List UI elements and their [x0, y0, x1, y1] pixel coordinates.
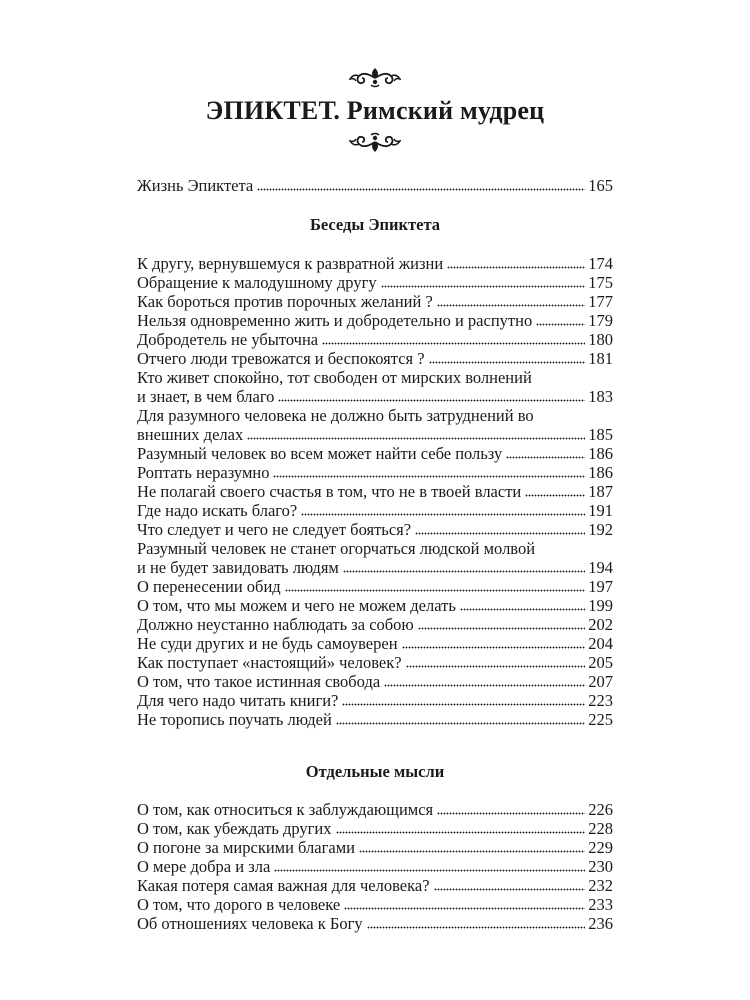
toc-entry[interactable] [137, 520, 613, 539]
toc-entry[interactable] [137, 444, 613, 463]
section-heading-separate-thoughts: Отдельные мысли [305, 762, 445, 781]
toc-entry[interactable] [137, 672, 613, 691]
toc-entry-page: 226 [588, 800, 613, 819]
toc-entry-title: О том, что такое истинная свобода [137, 672, 381, 691]
toc-entry-page: 183 [588, 387, 613, 406]
dot-leader [322, 342, 585, 345]
dot-leader [343, 570, 585, 573]
toc-intro [137, 176, 613, 195]
toc-entry-title: и знает, в чем благо [137, 387, 275, 406]
section-heading-conversations: Беседы Эпиктета [309, 215, 441, 234]
toc-entry-page: 197 [588, 577, 613, 596]
toc-entry-title: и не будет завидовать людям [137, 558, 339, 577]
toc-entry-title: Жизнь Эпиктета [137, 176, 254, 195]
toc-entry-title: Как бороться против порочных желаний ? [137, 292, 433, 311]
toc-entry[interactable] [137, 273, 613, 292]
toc-entry-page: 223 [588, 691, 613, 710]
dot-leader [406, 665, 586, 668]
dot-leader [274, 869, 585, 872]
toc-entry-title: О том, как убеждать других [137, 819, 332, 838]
toc-entry[interactable] [137, 895, 613, 914]
toc-entry[interactable] [137, 653, 613, 672]
toc-entry[interactable] [137, 292, 613, 311]
dot-leader [418, 627, 586, 630]
dot-leader [460, 608, 585, 611]
toc-entry-title: К другу, вернувшемуся к развратной жизни [137, 254, 444, 273]
dot-leader [384, 684, 585, 687]
toc-entry[interactable] [137, 691, 613, 710]
dot-leader [402, 646, 586, 649]
dot-leader [342, 703, 585, 706]
toc-entry-title: Обращение к малодушному другу [137, 273, 377, 292]
dot-leader [336, 722, 585, 725]
toc-entry[interactable] [137, 876, 613, 895]
toc-entry-title: внешних делах [137, 425, 244, 444]
toc-entry-page: 177 [588, 292, 613, 311]
toc-entry-page: 207 [588, 672, 613, 691]
toc-entry-page: 191 [588, 501, 613, 520]
dot-leader [336, 831, 586, 834]
toc-entry[interactable] [137, 176, 613, 195]
toc-entry-title: Не торопись поучать людей [137, 710, 332, 729]
toc-entry[interactable] [137, 596, 613, 615]
toc-entry[interactable] [137, 254, 613, 273]
toc-entry-title: О том, что мы можем и чего не можем делать [137, 596, 456, 615]
toc-entry[interactable] [137, 330, 613, 349]
toc-entry-page: 186 [588, 444, 613, 463]
toc-entry-title: Не суди других и не будь самоуверен [137, 634, 398, 653]
toc-entry-page: 199 [588, 596, 613, 615]
dot-leader [415, 532, 585, 535]
toc-entry-page: 230 [588, 857, 613, 876]
toc-entry-page: 185 [588, 425, 613, 444]
page-title: ЭПИКТЕТ. Римский мудрец [205, 96, 545, 125]
dot-leader [429, 361, 586, 364]
toc-entry-page: 187 [588, 482, 613, 501]
toc-entry-title: Что следует и чего не следует бояться? [137, 520, 412, 539]
toc-entry-title: Как поступает «настоящий» человек? [137, 653, 402, 672]
dot-leader [285, 589, 586, 592]
dot-leader [257, 188, 585, 191]
toc-entry[interactable] [137, 914, 613, 933]
toc-entry-title: Нельзя одновременно жить и добродетельно и распутно [137, 311, 533, 330]
toc-entry-page: 165 [588, 176, 613, 195]
ornament-top-icon [0, 66, 750, 93]
dot-leader [344, 907, 585, 910]
toc-entry-title: Отчего люди тревожатся и беспокоятся ? [137, 349, 425, 368]
toc-entry-page: 205 [588, 653, 613, 672]
toc-entry[interactable] [137, 463, 613, 482]
toc-entry-title: Где надо искать благо? [137, 501, 298, 520]
toc-entry-title-line1: Для разумного человека не должно быть затруднений во [137, 406, 534, 425]
toc-entry-page: 228 [588, 819, 613, 838]
toc-entry-title: О том, как относиться к заблуждающимся [137, 800, 434, 819]
toc-entry-title: Для чего надо читать книги? [137, 691, 339, 710]
toc-entry[interactable] [137, 349, 613, 368]
ornament-bottom-icon [0, 132, 750, 159]
toc-entry-page: 202 [588, 615, 613, 634]
dot-leader [381, 285, 586, 288]
dot-leader [506, 456, 585, 459]
toc-entry[interactable] [137, 838, 613, 857]
toc-entry-page: 232 [588, 876, 613, 895]
toc-entry-page: 233 [588, 895, 613, 914]
toc-entry-page: 229 [588, 838, 613, 857]
toc-entry-title: Об отношениях человека к Богу [137, 914, 363, 933]
toc-entry-page: 186 [588, 463, 613, 482]
dot-leader [367, 926, 586, 929]
toc-entry-title: О том, что дорого в человеке [137, 895, 341, 914]
toc-section-conversations [137, 254, 613, 729]
toc-entry[interactable] [137, 819, 613, 838]
toc-entry[interactable] [137, 710, 613, 729]
toc-entry-page: 204 [588, 634, 613, 653]
toc-entry-title: Роптать неразумно [137, 463, 270, 482]
toc-entry-multiline[interactable] [137, 406, 613, 444]
dot-leader [437, 304, 585, 307]
toc-entry-title-line1: Разумный человек не станет огорчаться людской молвой [137, 539, 536, 558]
dot-leader [301, 513, 585, 516]
dot-leader [525, 494, 585, 497]
toc-entry[interactable] [137, 501, 613, 520]
toc-entry-page: 192 [588, 520, 613, 539]
toc-entry[interactable] [137, 857, 613, 876]
toc-entry[interactable] [137, 634, 613, 653]
toc-entry-title: Какая потеря самая важная для человека? [137, 876, 430, 895]
dot-leader [536, 323, 585, 326]
toc-entry-multiline[interactable] [137, 539, 613, 577]
toc-entry-title: Должно неустанно наблюдать за собою [137, 615, 414, 634]
toc-entry-title: О перенесении обид [137, 577, 281, 596]
toc-entry[interactable] [137, 615, 613, 634]
toc-entry-page: 236 [588, 914, 613, 933]
dot-leader [247, 437, 585, 440]
toc-entry-page: 225 [588, 710, 613, 729]
toc-entry-page: 181 [588, 349, 613, 368]
dot-leader [359, 850, 585, 853]
toc-entry-page: 179 [588, 311, 613, 330]
dot-leader [278, 399, 585, 402]
toc-entry-title: Не полагай своего счастья в том, что не в твоей власти [137, 482, 522, 501]
toc-entry[interactable] [137, 577, 613, 596]
dot-leader [447, 266, 585, 269]
toc-entry-page: 194 [588, 558, 613, 577]
dot-leader [273, 475, 585, 478]
toc-entry-multiline[interactable] [137, 368, 613, 406]
toc-entry-page: 175 [588, 273, 613, 292]
toc-entry-page: 174 [588, 254, 613, 273]
toc-entry-title: Разумный человек во всем может найти себе пользу [137, 444, 503, 463]
toc-entry-title: Добродетель не убыточна [137, 330, 319, 349]
toc-entry-page: 180 [588, 330, 613, 349]
toc-entry[interactable] [137, 800, 613, 819]
toc-entry[interactable] [137, 311, 613, 330]
toc-entry-title: О погоне за мирскими благами [137, 838, 355, 857]
toc-entry-title: О мере добра и зла [137, 857, 271, 876]
toc-entry-title-line1: Кто живет спокойно, тот свободен от мирских волнений [137, 368, 532, 387]
dot-leader [437, 812, 585, 815]
dot-leader [434, 888, 586, 891]
toc-entry[interactable] [137, 482, 613, 501]
toc-section-separate-thoughts [137, 800, 613, 933]
